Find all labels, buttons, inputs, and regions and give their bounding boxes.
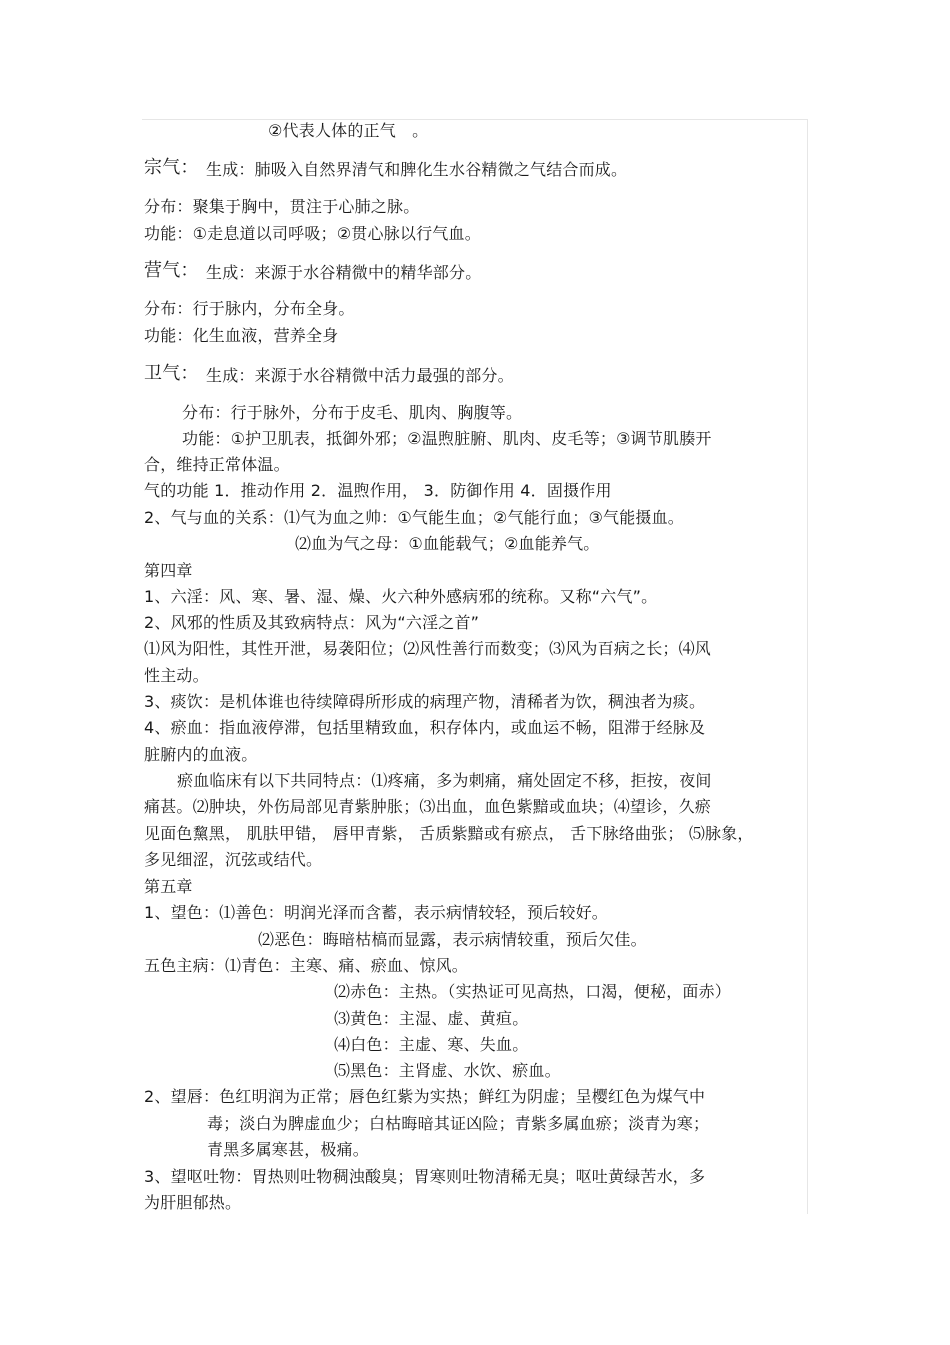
text-line: 五色主病：⑴青色：主寒、痛、瘀血、惊风。 [144,956,469,975]
text-line: 生成：来源于水谷精微中活力最强的部分。 [206,366,514,385]
text-line: ⑶黄色：主湿、虚、黄疸。 [334,1009,529,1028]
text-line: 毒；淡白为脾虚血少；白枯晦暗其证凶险；青紫多属血瘀；淡青为寒； [207,1114,710,1133]
text-line: 功能：①走息道以司呼吸；②贯心脉以行气血。 [144,224,481,243]
text-line: 生成：来源于水谷精微中的精华部分。 [206,263,482,282]
page-border-top [142,119,808,120]
section-heading-weiqi: 卫气： [144,363,199,384]
section-heading-yingqi: 营气： [144,260,199,281]
text-line: 分布：行于脉外，分布于皮毛、肌肉、胸腹等。 [182,403,523,422]
text-line: ⑸黑色：主肾虚、水饮、瘀血。 [334,1061,561,1080]
text-line: 1、六淫：风、寒、暑、湿、燥、火六种外感病邪的统称。又称“六气”。 [144,587,658,606]
chapter-heading-5: 第五章 [144,877,193,896]
text-line: 2、气与血的关系：⑴气为血之帅：①气能生血；②气能行血；③气能摄血。 [144,508,685,527]
text-line: 2、风邪的性质及其致病特点：风为“六淫之首” [144,613,480,632]
text-line: 性主动。 [144,666,209,685]
text-line: 合，维持正常体温。 [144,455,290,474]
text-line: 脏腑内的血液。 [144,745,258,764]
section-heading-zongqi: 宗气： [144,157,199,178]
text-line: ②代表人体的正气 。 [268,121,429,140]
chapter-heading-4: 第四章 [144,561,193,580]
text-line: 气的功能 1．推动作用 2．温煦作用， 3．防御作用 4．固摄作用 [144,481,612,500]
text-line: ⑵血为气之母：①血能载气；②血能养气。 [295,534,600,553]
text-line: 2、望唇：色红明润为正常；唇色红紫为实热；鲜红为阴虚；呈樱红色为煤气中 [144,1087,706,1106]
text-line: 3、望呕吐物：胃热则吐物稠浊酸臭；胃寒则吐物清稀无臭；呕吐黄绿苦水，多 [144,1167,706,1186]
text-line: 功能：化生血液，营养全身 [144,326,339,345]
text-line: 1、望色：⑴善色：明润光泽而含蓄，表示病情较轻，预后较好。 [144,903,608,922]
text-line: 痛甚。⑵肿块，外伤局部见青紫肿胀；⑶出血，血色紫黯或血块；⑷望诊，久瘀 [144,797,712,816]
text-line: ⑴风为阳性，其性开泄，易袭阳位；⑵风性善行而数变；⑶风为百病之长；⑷风 [144,639,712,658]
text-line: ⑵赤色：主热。（实热证可见高热，口渴，便秘，面赤） [334,982,732,1001]
text-line: ⑷白色：主虚、寒、失血。 [334,1035,529,1054]
text-line: 4、瘀血：指血液停滞，包括里精致血，积存体内，或血运不畅，阻滞于经脉及 [144,718,706,737]
text-line: ⑵恶色：晦暗枯槁而显露，表示病情较重，预后欠佳。 [258,930,647,949]
text-line: 多见细涩，沉弦或结代。 [144,850,323,869]
text-line: 生成：肺吸入自然界清气和脾化生水谷精微之气结合而成。 [206,160,628,179]
text-line: 功能：①护卫肌表，抵御外邪；②温煦脏腑、肌肉、皮毛等；③调节肌腠开 [182,429,712,448]
text-line: 为肝胆郁热。 [144,1193,242,1212]
text-line: 见面色黧黑， 肌肤甲错， 唇甲青紫， 舌质紫黯或有瘀点， 舌下脉络曲张； ⑸脉象， [144,824,754,843]
text-line: 分布：聚集于胸中，贯注于心肺之脉。 [144,197,420,216]
text-line: 瘀血临床有以下共同特点：⑴疼痛，多为刺痛，痛处固定不移，拒按，夜间 [177,771,712,790]
text-line: 3、痰饮：是机体谁也待续障碍所形成的病理产物，清稀者为饮，稠浊者为痰。 [144,692,706,711]
text-line: 青黑多属寒甚，极痛。 [207,1140,370,1159]
page-border-right [807,119,808,1214]
text-line: 分布：行于脉内，分布全身。 [144,299,355,318]
